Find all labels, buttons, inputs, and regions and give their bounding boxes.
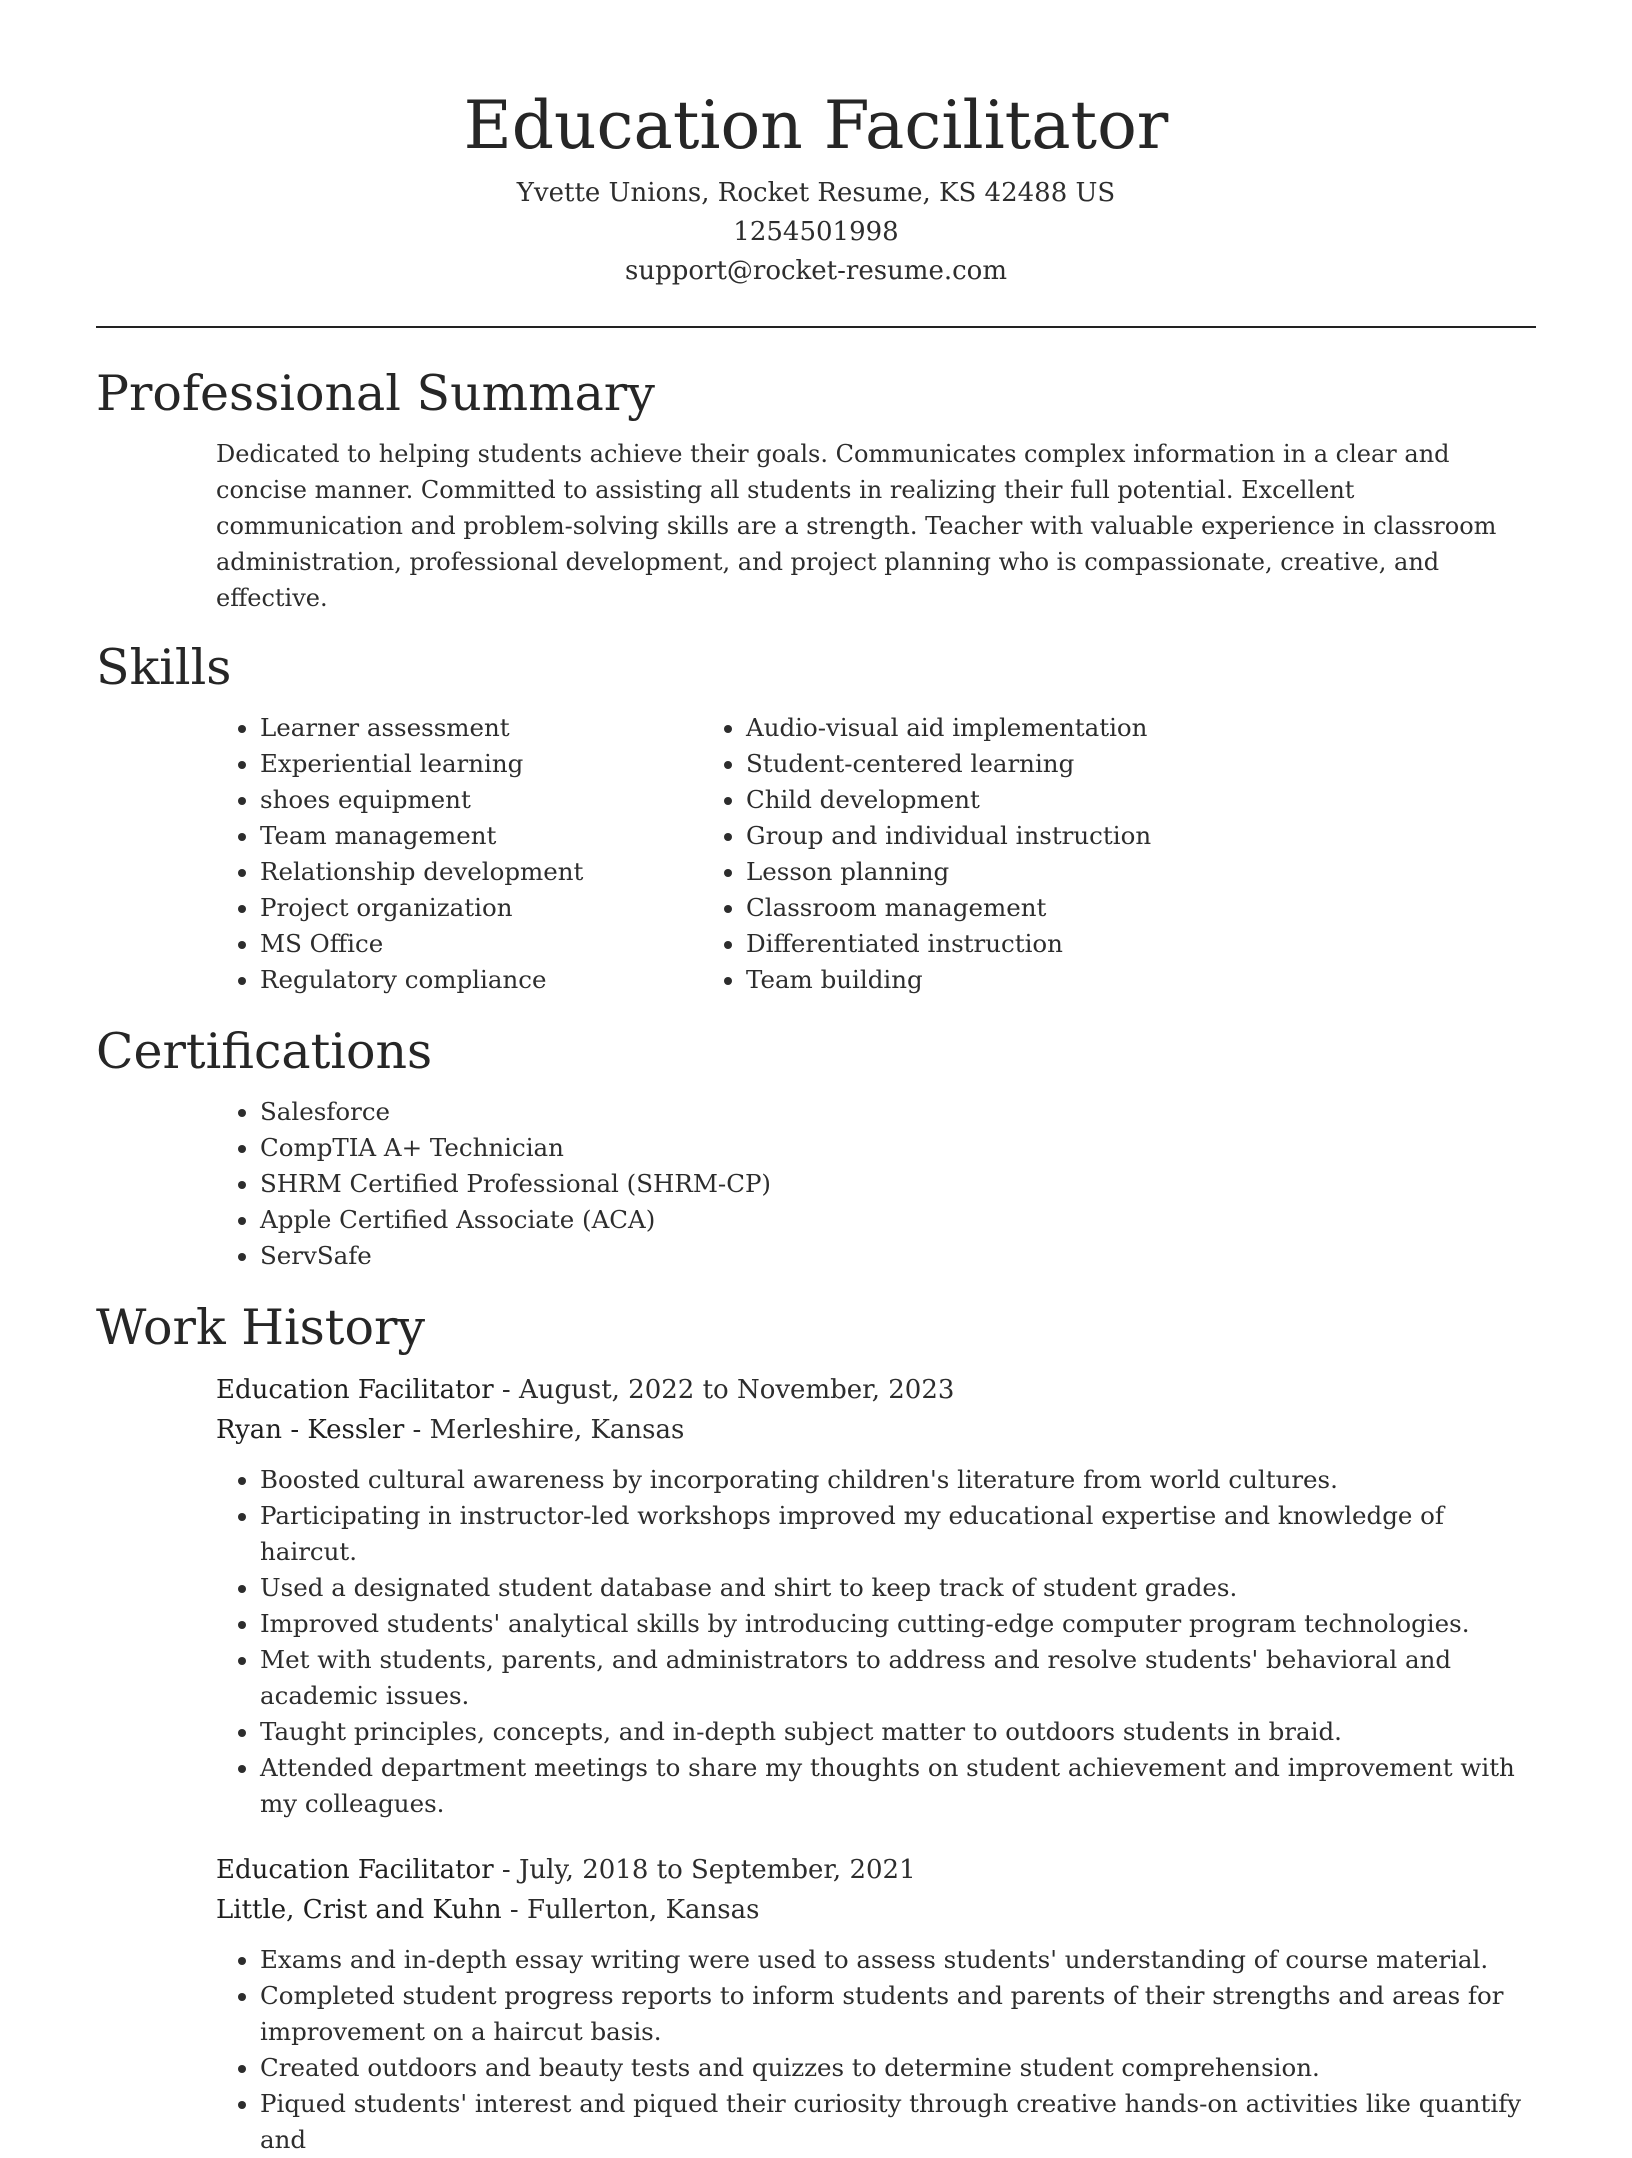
job-bullets [216, 1462, 1540, 1822]
contact-address: Yvette Unions, Rocket Resume, KS 42488 US [516, 178, 1116, 208]
skills-heading: Skills [96, 639, 232, 696]
job-title: Education Facilitator [216, 1855, 494, 1885]
job-bullet: • Improved students' analytical skills by introducing cutting-edge computer program technologies. [260, 1606, 1540, 1642]
job-bullet: • Met with students, parents, and administrators to address and resolve students' behavioral and academic issues. [260, 1642, 1540, 1714]
skill-item: • Group and individual instruction [746, 818, 1232, 854]
resume-title: Education Facilitator [463, 87, 1169, 164]
contact-phone: 1254501998 [733, 217, 899, 247]
certification-item: • CompTIA A+ Technician [260, 1130, 1536, 1166]
skill-item: • Team management [260, 818, 746, 854]
skill-item: • shoes equipment [260, 782, 746, 818]
job-location: - Fullerton, Kansas [501, 1895, 760, 1925]
certifications-list [96, 1094, 1536, 1274]
skill-item: • Experiential learning [260, 746, 746, 782]
summary-text: Dedicated to helping students achieve their goals. Communicates complex information in a clear and concise manner. Committed to assisting all students in realizing their full potential. Excellent communication and problem-solving skills are a strength. Teacher with valuable experience in classroom administration, professional development, and project planning who is compassionate, creative, and effective. [216, 440, 1497, 612]
job-bullet: • Participating in instructor-led workshops improved my educational expertise and knowledge of haircut. [260, 1498, 1540, 1570]
job-bullet: • Used a designated student database and shirt to keep track of student grades. [260, 1570, 1540, 1606]
certifications-heading: Certifications [96, 1023, 433, 1080]
work-history-heading: Work History [96, 1299, 426, 1356]
skills-list-right [746, 710, 1232, 998]
job-bullets [216, 1942, 1540, 2158]
summary-heading: Professional Summary [96, 365, 655, 422]
certification-item: • SHRM Certified Professional (SHRM-CP) [260, 1166, 1536, 1202]
skill-item: • Team building [746, 962, 1232, 998]
certification-item: • Salesforce [260, 1094, 1536, 1130]
skill-item: • Classroom management [746, 890, 1232, 926]
job-bullet: • Exams and in-depth essay writing were used to assess students' understanding of course material. [260, 1942, 1540, 1978]
job-company: Little, Crist and Kuhn [216, 1895, 502, 1925]
skill-item: • Relationship development [260, 854, 746, 890]
skill-item: • Lesson planning [746, 854, 1232, 890]
skill-item: • Audio-visual aid implementation [746, 710, 1232, 746]
skill-item: • Differentiated instruction [746, 926, 1232, 962]
skill-item: • Child development [746, 782, 1232, 818]
skill-item: • Regulatory compliance [260, 962, 746, 998]
job-bullet: • Created outdoors and beauty tests and quizzes to determine student comprehension. [260, 2050, 1540, 2086]
certification-item: • Apple Certified Associate (ACA) [260, 1202, 1536, 1238]
job-location: - Merleshire, Kansas [404, 1415, 685, 1445]
job-title-line [216, 1370, 1536, 1410]
resume-page [96, 0, 1536, 2158]
job-bullet: • Completed student progress reports to inform students and parents of their strengths and areas for improvement on a haircut basis. [260, 1978, 1540, 2050]
contact-info [96, 174, 1536, 291]
skill-item: • Student-centered learning [746, 746, 1232, 782]
job-bullet: • Boosted cultural awareness by incorporating children's literature from world cultures. [260, 1462, 1540, 1498]
job-company: Ryan - Kessler [216, 1415, 405, 1445]
skill-item: • MS Office [260, 926, 746, 962]
job-dates: - July, 2018 to September, 2021 [493, 1855, 916, 1885]
job-bullet: • Attended department meetings to share my thoughts on student achievement and improvement with my colleagues. [260, 1750, 1540, 1822]
job-dates: - August, 2022 to November, 2023 [493, 1375, 955, 1405]
header-divider [96, 326, 1536, 328]
job-bullet: • Piqued students' interest and piqued their curiosity through creative hands-on activities like quantify and [260, 2086, 1540, 2158]
job-company-line [216, 1410, 1536, 1450]
skill-item: • Learner assessment [260, 710, 746, 746]
skill-item: • Project organization [260, 890, 746, 926]
contact-email: support@rocket-resume.com [624, 256, 1007, 286]
job-title: Education Facilitator [216, 1375, 494, 1405]
skills-columns [96, 710, 1536, 998]
job-bullet: • Taught principles, concepts, and in-depth subject matter to outdoors students in braid. [260, 1714, 1540, 1750]
job-title-line [216, 1850, 1536, 1890]
certification-item: • ServSafe [260, 1238, 1536, 1274]
job-entry [216, 1370, 1536, 1822]
skills-list-left [96, 710, 746, 998]
job-company-line [216, 1890, 1536, 1930]
